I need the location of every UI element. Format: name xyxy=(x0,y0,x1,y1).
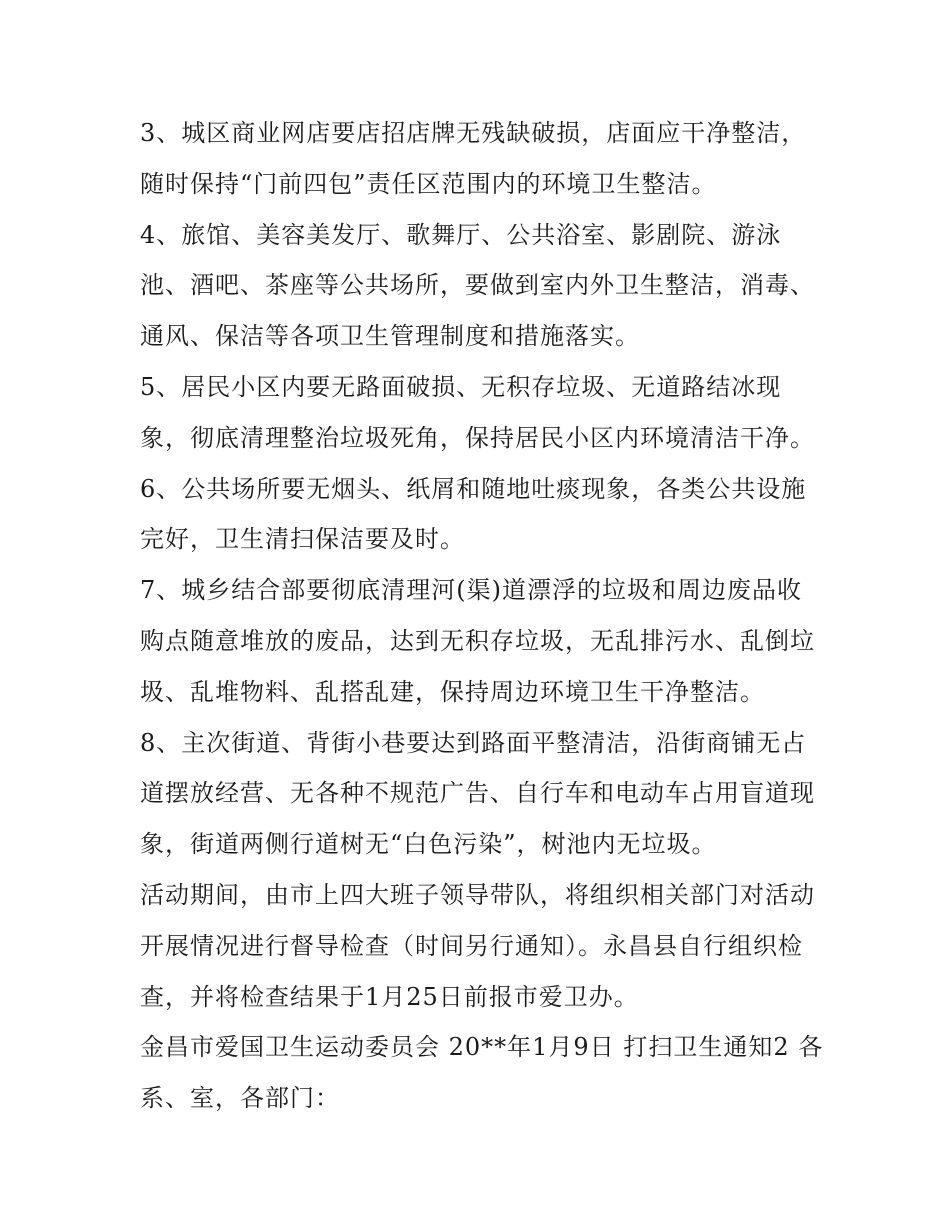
text-line: 购点随意堆放的废品，达到无积存垃圾，无乱排污水、乱倒垃 xyxy=(140,626,815,655)
text-line: 4、旅馆、美容美发厅、歌舞厅、公共浴室、影剧院、游泳 xyxy=(140,220,782,249)
text-line: 7、城乡结合部要彻底清理河(渠)道漂浮的垃圾和周边废品收 xyxy=(140,576,802,605)
text-line: 系、室，各部门： xyxy=(140,1084,340,1113)
document-body xyxy=(140,108,830,1124)
text-line: 开展情况进行督导检查（时间另行通知）。永昌县自行组织检 xyxy=(140,931,803,960)
text-line: 象，彻底清理整治垃圾死角，保持居民小区内环境清洁干净。 xyxy=(140,423,815,452)
text-line: 道摆放经营、无各种不规范广告、自行车和电动车占用盲道现 xyxy=(140,779,815,808)
text-line: 6、公共场所要无烟头、纸屑和随地吐痰现象，各类公共设施 xyxy=(140,474,807,503)
text-line: 金昌市爱国卫生运动委员会 20**年1月9日 打扫卫生通知2 各 xyxy=(140,1033,824,1062)
text-line: 8、主次街道、背街小巷要达到路面平整清洁，沿街商铺无占 xyxy=(140,728,807,757)
text-line: 完好，卫生清扫保洁要及时。 xyxy=(140,525,465,554)
text-line: 活动期间，由市上四大班子领导带队，将组织相关部门对活动 xyxy=(140,880,815,909)
text-line: 5、居民小区内要无路面破损、无积存垃圾、无道路结冰现 xyxy=(140,372,782,401)
text-line: 随时保持“门前四包”责任区范围内的环境卫生整洁。 xyxy=(140,169,717,198)
text-line: 通风、保洁等各项卫生管理制度和措施落实。 xyxy=(140,322,640,351)
text-line: 象，街道两侧行道树无“白色污染”，树池内无垃圾。 xyxy=(140,830,717,859)
text-line: 查，并将检查结果于1月25日前报市爱卫办。 xyxy=(140,982,639,1011)
text-line: 3、城区商业网店要店招店牌无残缺破损，店面应干净整洁， xyxy=(140,119,807,147)
text-line: 池、酒吧、茶座等公共场所，要做到室内外卫生整洁，消毒、 xyxy=(140,271,815,300)
text-line: 圾、乱堆物料、乱搭乱建，保持周边环境卫生干净整洁。 xyxy=(140,677,765,706)
